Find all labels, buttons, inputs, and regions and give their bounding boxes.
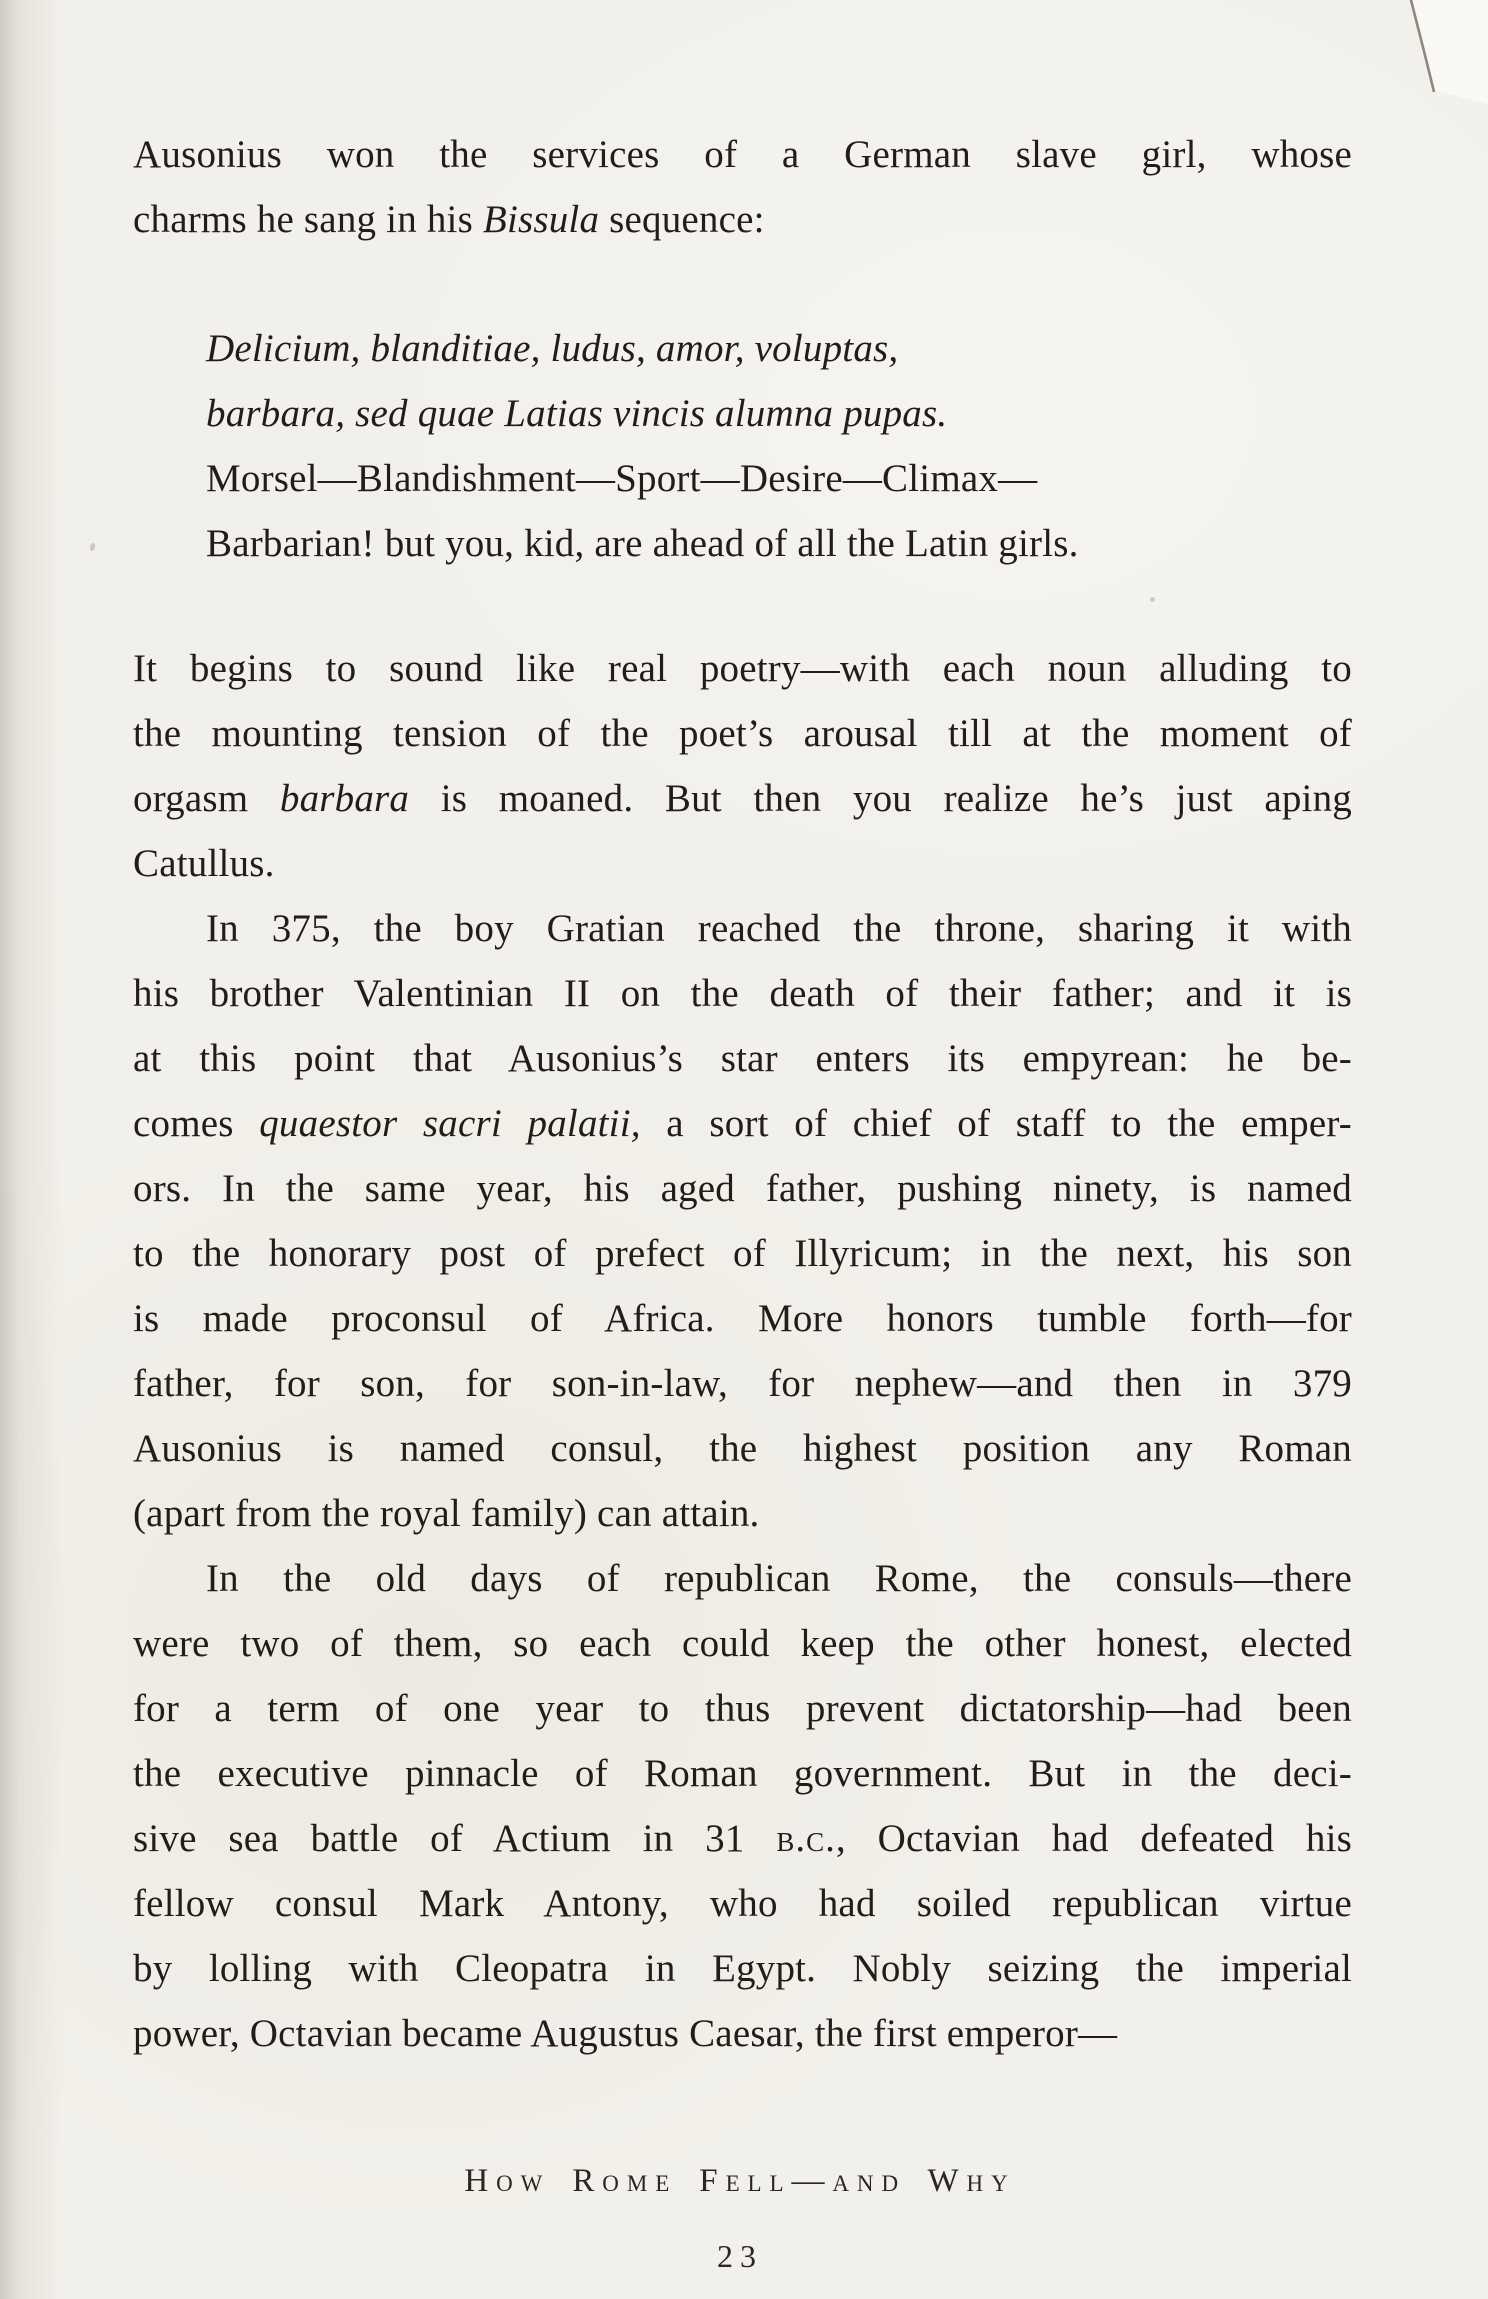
- text-run: sequence:: [599, 198, 765, 241]
- text-line: [133, 831, 1352, 896]
- scan-speck: [89, 542, 96, 551]
- text-line: [133, 122, 1352, 187]
- text-run: In 375, the boy Gratian reached the throne, sharing it with: [206, 907, 1352, 950]
- text-run: by lolling with Cleopatra in Egypt. Nobly seizing the imperial: [133, 1947, 1352, 1990]
- paragraph: [133, 896, 1352, 1546]
- text-line: [133, 1416, 1352, 1481]
- text-run: Barbarian! but you, kid, are ahead of all the Latin girls.: [206, 522, 1079, 565]
- text-run: ors. In the same year, his aged father, pushing ninety, is named: [133, 1167, 1352, 1210]
- text-run: charms he sang in his: [133, 198, 483, 241]
- page-number: 23: [716, 2238, 764, 2274]
- text-run: (apart from the royal family) can attain.: [133, 1492, 760, 1535]
- text-line: [206, 446, 1352, 511]
- text-line: [133, 1156, 1352, 1221]
- text-run: for a term of one year to thus prevent dictatorship—had been: [133, 1687, 1352, 1730]
- text-line: [133, 2001, 1352, 2066]
- text-line: [133, 1351, 1352, 1416]
- text-run: to the honorary post of prefect of Illyricum; in the next, his son: [133, 1232, 1352, 1275]
- text-run: sive sea battle of Actium in 31: [133, 1817, 777, 1860]
- text-run: Ausonius won the services of a German slave girl, whose: [133, 133, 1352, 176]
- italic-text: barbara, sed quae Latias vincis alumna pupas.: [206, 392, 948, 435]
- text-line: [133, 1936, 1352, 2001]
- running-title: How Rome Fell—and Why: [464, 2163, 1016, 2199]
- text-line: [133, 1741, 1352, 1806]
- text-run: father, for son, for son-in-law, for nephew—and then in 379: [133, 1362, 1352, 1405]
- text-run: fellow consul Mark Antony, who had soiled republican virtue: [133, 1882, 1352, 1925]
- text-line: [133, 961, 1352, 1026]
- text-run: Catullus.: [133, 842, 275, 885]
- text-line: [133, 1221, 1352, 1286]
- page-body-text: [133, 122, 1352, 2066]
- paragraph: [133, 1546, 1352, 2066]
- text-run: Ausonius is named consul, the highest position any Roman: [133, 1427, 1352, 1470]
- text-run: is moaned. But then you realize he’s just aping: [409, 777, 1352, 820]
- text-line: [133, 1481, 1352, 1546]
- small-caps-text: b.c.: [776, 1817, 836, 1860]
- text-run: In the old days of republican Rome, the consuls—there: [206, 1557, 1352, 1600]
- page-left-edge-shadow: [0, 0, 70, 2299]
- text-line: [133, 766, 1352, 831]
- page-corner-crease: [1358, 0, 1488, 120]
- text-run: the mounting tension of the poet’s arousal till at the moment of: [133, 712, 1352, 755]
- text-run: were two of them, so each could keep the other honest, elected: [133, 1622, 1352, 1665]
- text-run: at this point that Ausonius’s star enters its empyrean: he be-: [133, 1037, 1352, 1080]
- text-line: [206, 316, 1352, 381]
- text-line: [133, 1286, 1352, 1351]
- text-line: [206, 511, 1352, 576]
- paragraph: [133, 122, 1352, 252]
- italic-text: Delicium, blanditiae, ludus, amor, voluptas,: [206, 327, 899, 370]
- text-run: a sort of chief of staff to the emper-: [640, 1102, 1352, 1145]
- text-line: [133, 1611, 1352, 1676]
- text-line: [133, 187, 1352, 252]
- text-line: [133, 1676, 1352, 1741]
- text-run: orgasm: [133, 777, 280, 820]
- text-line: [133, 1871, 1352, 1936]
- text-run: It begins to sound like real poetry—with each noun alluding to: [133, 647, 1352, 690]
- paragraph: [133, 636, 1352, 896]
- text-line: [133, 1806, 1352, 1871]
- text-line: [206, 381, 1352, 446]
- text-run: comes: [133, 1102, 260, 1145]
- italic-text: barbara: [279, 777, 410, 820]
- text-line: [133, 701, 1352, 766]
- text-line: [133, 896, 1352, 961]
- text-run: , Octavian had defeated his: [835, 1817, 1352, 1860]
- text-run: Morsel—Blandishment—Sport—Desire—Climax—: [206, 457, 1038, 500]
- text-line: [133, 1091, 1352, 1156]
- italic-text: Bissula: [482, 198, 600, 241]
- text-line: [133, 1546, 1352, 1611]
- italic-text: quaestor sacri palatii,: [259, 1102, 641, 1145]
- text-run: the executive pinnacle of Roman government. But in the deci-: [133, 1752, 1352, 1795]
- text-run: his brother Valentinian II on the death of their father; and it is: [133, 972, 1352, 1015]
- text-run: power, Octavian became Augustus Caesar, the first emperor—: [133, 2012, 1118, 2055]
- text-line: [133, 1026, 1352, 1091]
- poem-block: [206, 316, 1352, 576]
- text-run: is made proconsul of Africa. More honors tumble forth—for: [133, 1297, 1352, 1340]
- text-line: [133, 636, 1352, 701]
